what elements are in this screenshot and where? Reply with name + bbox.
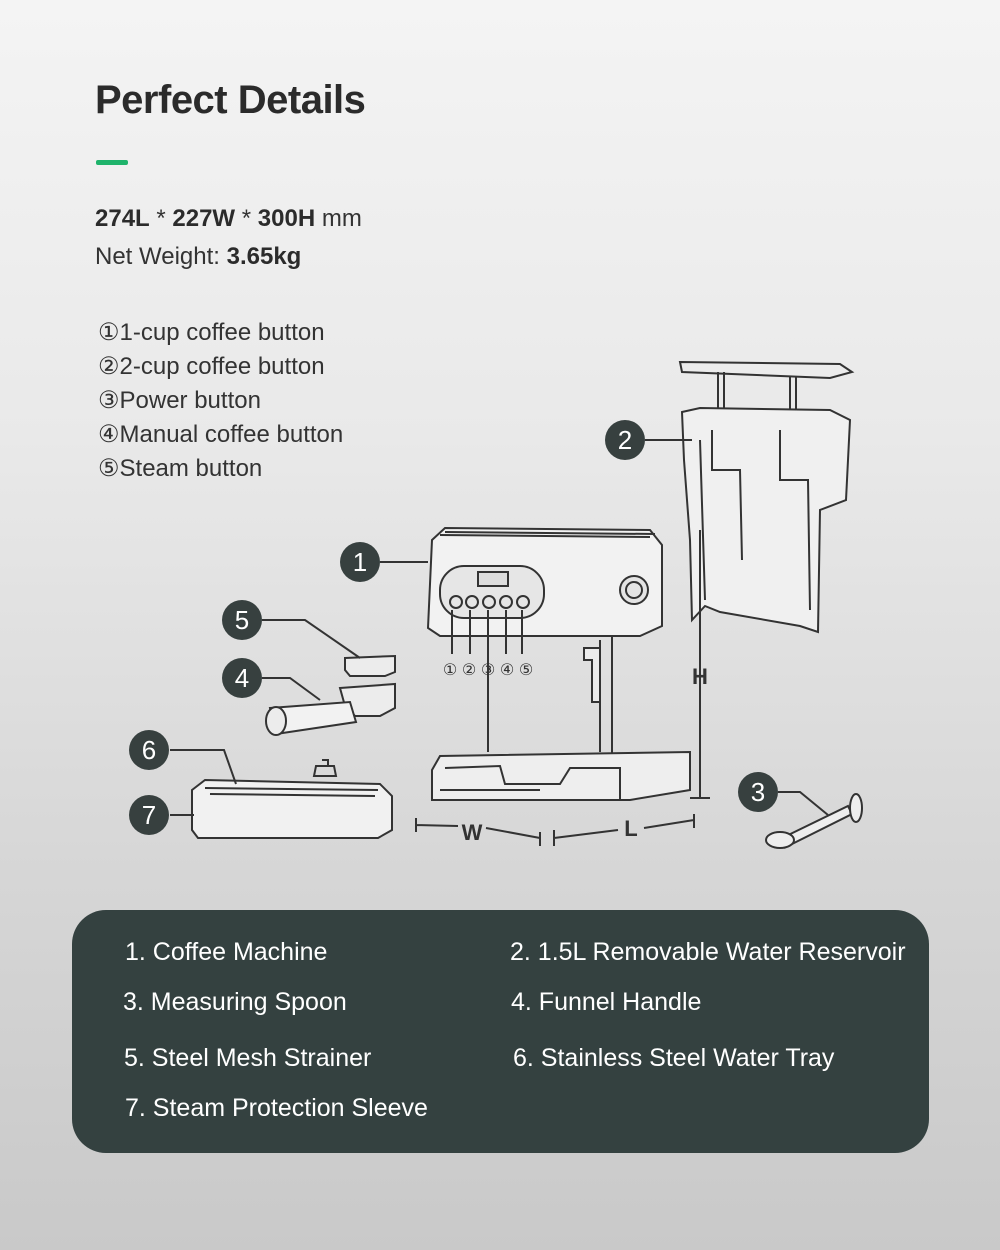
callout-number: 3: [750, 777, 766, 807]
callout-3: [738, 772, 778, 812]
weight-value: 3.65kg: [226, 243, 302, 270]
steam-knob: [620, 576, 648, 604]
reservoir-lid: [680, 362, 852, 378]
callout-6: [129, 730, 169, 770]
specs-block: [95, 200, 362, 276]
control-button-item: ③Power button: [98, 387, 261, 414]
components-panel: [72, 910, 929, 1153]
component-item: 7. Steam Protection Sleeve: [125, 1094, 428, 1122]
component-item: 3. Measuring Spoon: [123, 988, 347, 1016]
callout-number: 2: [617, 425, 633, 455]
button-marker: ②: [461, 660, 477, 679]
component-item: 4. Funnel Handle: [511, 988, 702, 1016]
dim-unit: mm: [315, 205, 362, 232]
machine-base: [432, 752, 690, 800]
display-screen: [478, 572, 508, 586]
component-item: 2. 1.5L Removable Water Reservoir: [510, 938, 906, 966]
page-title: Perfect Details: [95, 78, 366, 122]
water-reservoir: [682, 408, 850, 632]
accent-bar: [96, 160, 128, 165]
height-value: 300H: [257, 205, 316, 232]
callout-1: [340, 542, 380, 582]
callout-5: [222, 600, 262, 640]
weight-label: Net Weight:: [95, 243, 227, 270]
component-item: 6. Stainless Steel Water Tray: [513, 1044, 835, 1072]
callout-7: [129, 795, 169, 835]
button-marker: ⑤: [518, 660, 534, 679]
length-value: 274L: [95, 205, 150, 232]
width-value: 227W: [172, 205, 236, 232]
callout-number: 5: [234, 605, 250, 635]
component-item: 5. Steel Mesh Strainer: [124, 1044, 372, 1072]
dim-separator: *: [235, 205, 258, 232]
dim-separator: *: [149, 205, 173, 232]
callout-number: 7: [141, 800, 157, 830]
callout-number: 4: [234, 663, 250, 693]
callout-number: 1: [352, 547, 368, 577]
callout-4: [222, 658, 262, 698]
width-label: W: [461, 820, 483, 845]
dimensions-line: [95, 200, 362, 238]
steel-mesh-strainer: [345, 656, 395, 676]
length-label: L: [624, 816, 638, 841]
callout-number: 6: [141, 735, 157, 765]
control-button-item: ①1-cup coffee button: [98, 319, 325, 346]
height-label: H: [692, 664, 708, 689]
control-button-item: ④Manual coffee button: [98, 421, 344, 448]
exploded-diagram: [0, 300, 1000, 860]
weight-line: [95, 238, 362, 276]
steam-wand: [584, 648, 600, 702]
control-button-item: ⑤Steam button: [98, 455, 263, 482]
button-marker: ④: [499, 660, 515, 679]
button-marker: ③: [480, 660, 496, 679]
component-item: 1. Coffee Machine: [125, 938, 328, 966]
control-button-item: ②2-cup coffee button: [98, 353, 325, 380]
button-marker: ①: [442, 660, 458, 679]
callout-2: [605, 420, 645, 460]
